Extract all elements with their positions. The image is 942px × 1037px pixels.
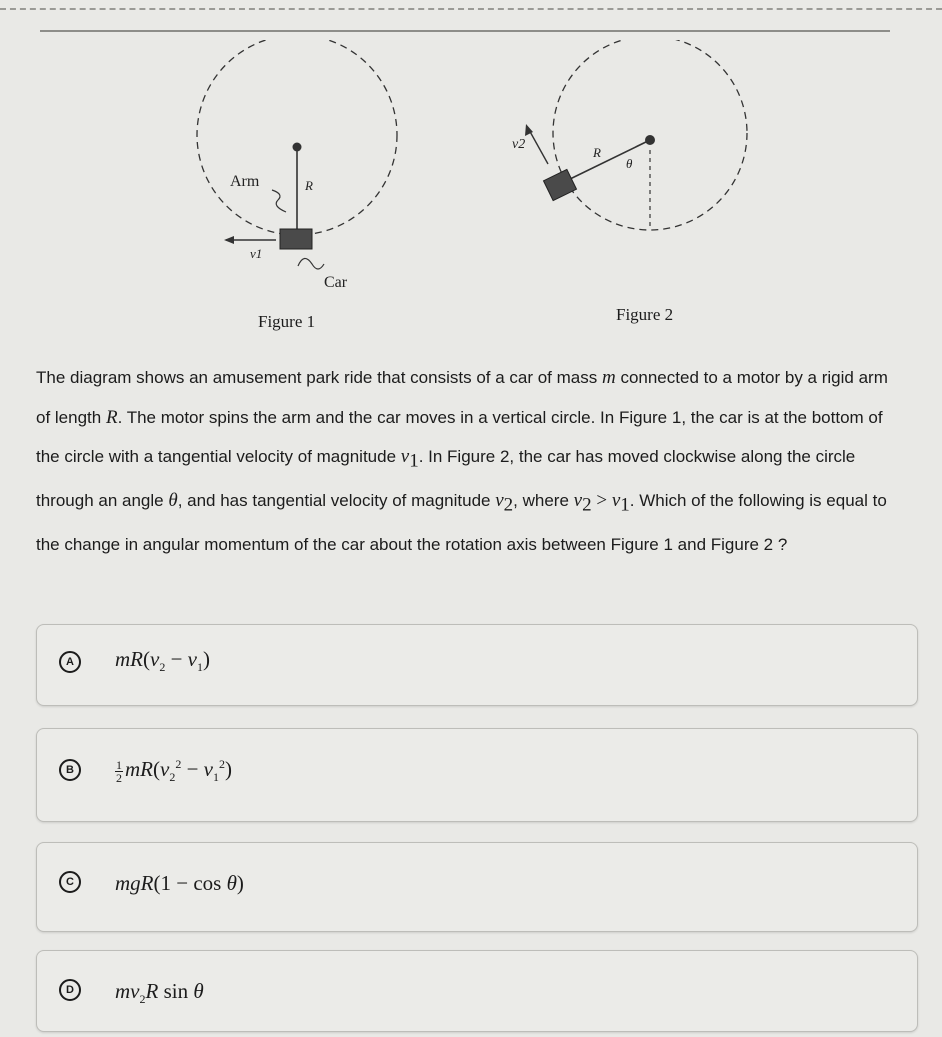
q-text-2: connected to a motor by a rigid arm of length	[36, 368, 888, 427]
option-b-answer: $\frac{1}{2}$ $mR(v_2^2 - v_1^2)$	[116, 757, 232, 785]
q-v2-sub: 2	[503, 494, 514, 516]
q-ineq-v2: v	[573, 489, 583, 511]
q-v1-symbol: v	[400, 446, 410, 467]
option-c-badge: C	[59, 871, 81, 893]
figure-1-diagram	[180, 40, 420, 290]
v2-arrow-shaft	[528, 128, 548, 164]
theta-label: θ	[626, 156, 633, 171]
q-text-1: The diagram shows an amusement park ride that consists of a car of mass	[36, 368, 602, 387]
q-angle-symbol: θ	[168, 489, 178, 511]
figure-1-caption: Figure 1	[258, 312, 316, 331]
figure-2-caption: Figure 2	[616, 305, 674, 324]
q-text-3: . The motor spins the arm and the car moves in a vertical circle. In Figure 1, the car is at the bottom of the circle with a tangential velocity of magnitude	[36, 407, 883, 466]
arm-line-2	[568, 140, 650, 180]
q-length-symbol: R	[105, 406, 118, 428]
motor-pivot	[293, 143, 302, 152]
option-b-badge: B	[59, 759, 81, 781]
top-dashed-rule	[0, 8, 942, 10]
q-ineq-v1: v	[611, 489, 621, 511]
arm-pointer	[272, 190, 286, 212]
radius-label-1: R	[305, 178, 313, 193]
option-d[interactable]	[36, 950, 918, 1032]
arm-label: Arm	[230, 173, 260, 190]
one-half: $\frac{1}{2}$	[116, 757, 122, 785]
option-b[interactable]	[36, 728, 918, 822]
option-d-badge: D	[59, 979, 81, 1001]
car-block	[280, 229, 312, 249]
option-d-answer: $mv_2R$ sin θ	[115, 979, 204, 1007]
q-mass-symbol: m	[601, 367, 616, 388]
radius-label-2: R	[593, 145, 601, 160]
option-c-answer: mgR(1 − cos θ)	[115, 871, 244, 895]
v2-label: v2	[512, 137, 526, 152]
v1-arrowhead	[224, 236, 234, 244]
q-ineq-gt: >	[591, 489, 612, 511]
car-label: Car	[324, 274, 348, 290]
figure-2-diagram	[500, 40, 760, 250]
figure-1	[180, 40, 420, 290]
figure-2	[500, 40, 760, 250]
q-text-6: , where	[513, 490, 574, 510]
option-a-answer: $mR(v_2 - v_1)$	[115, 647, 210, 675]
q-v1-sub: 1	[409, 450, 419, 472]
q-ineq-v2-sub: 2	[582, 494, 592, 516]
option-a-badge: A	[59, 651, 81, 673]
car-pointer	[298, 258, 324, 269]
car-block-2	[543, 169, 576, 200]
option-c[interactable]	[36, 842, 918, 932]
q-text-5: , and has tangential velocity of magnitude	[177, 490, 496, 510]
q-text-7: . Which of the following is equal to the change in angular momentum of the car about the rotation axis between Figure 1 and Figure 2 ?	[36, 490, 887, 554]
q-text-4: . In Figure 2, the car has moved clockwise along the circle through an angle	[36, 447, 856, 510]
top-rule	[40, 30, 890, 32]
question-text	[36, 358, 906, 564]
option-a[interactable]	[36, 624, 918, 706]
q-ineq-v1-sub: 1	[620, 494, 630, 516]
q-v2-symbol: v	[495, 489, 504, 511]
v1-label: v1	[250, 246, 263, 261]
